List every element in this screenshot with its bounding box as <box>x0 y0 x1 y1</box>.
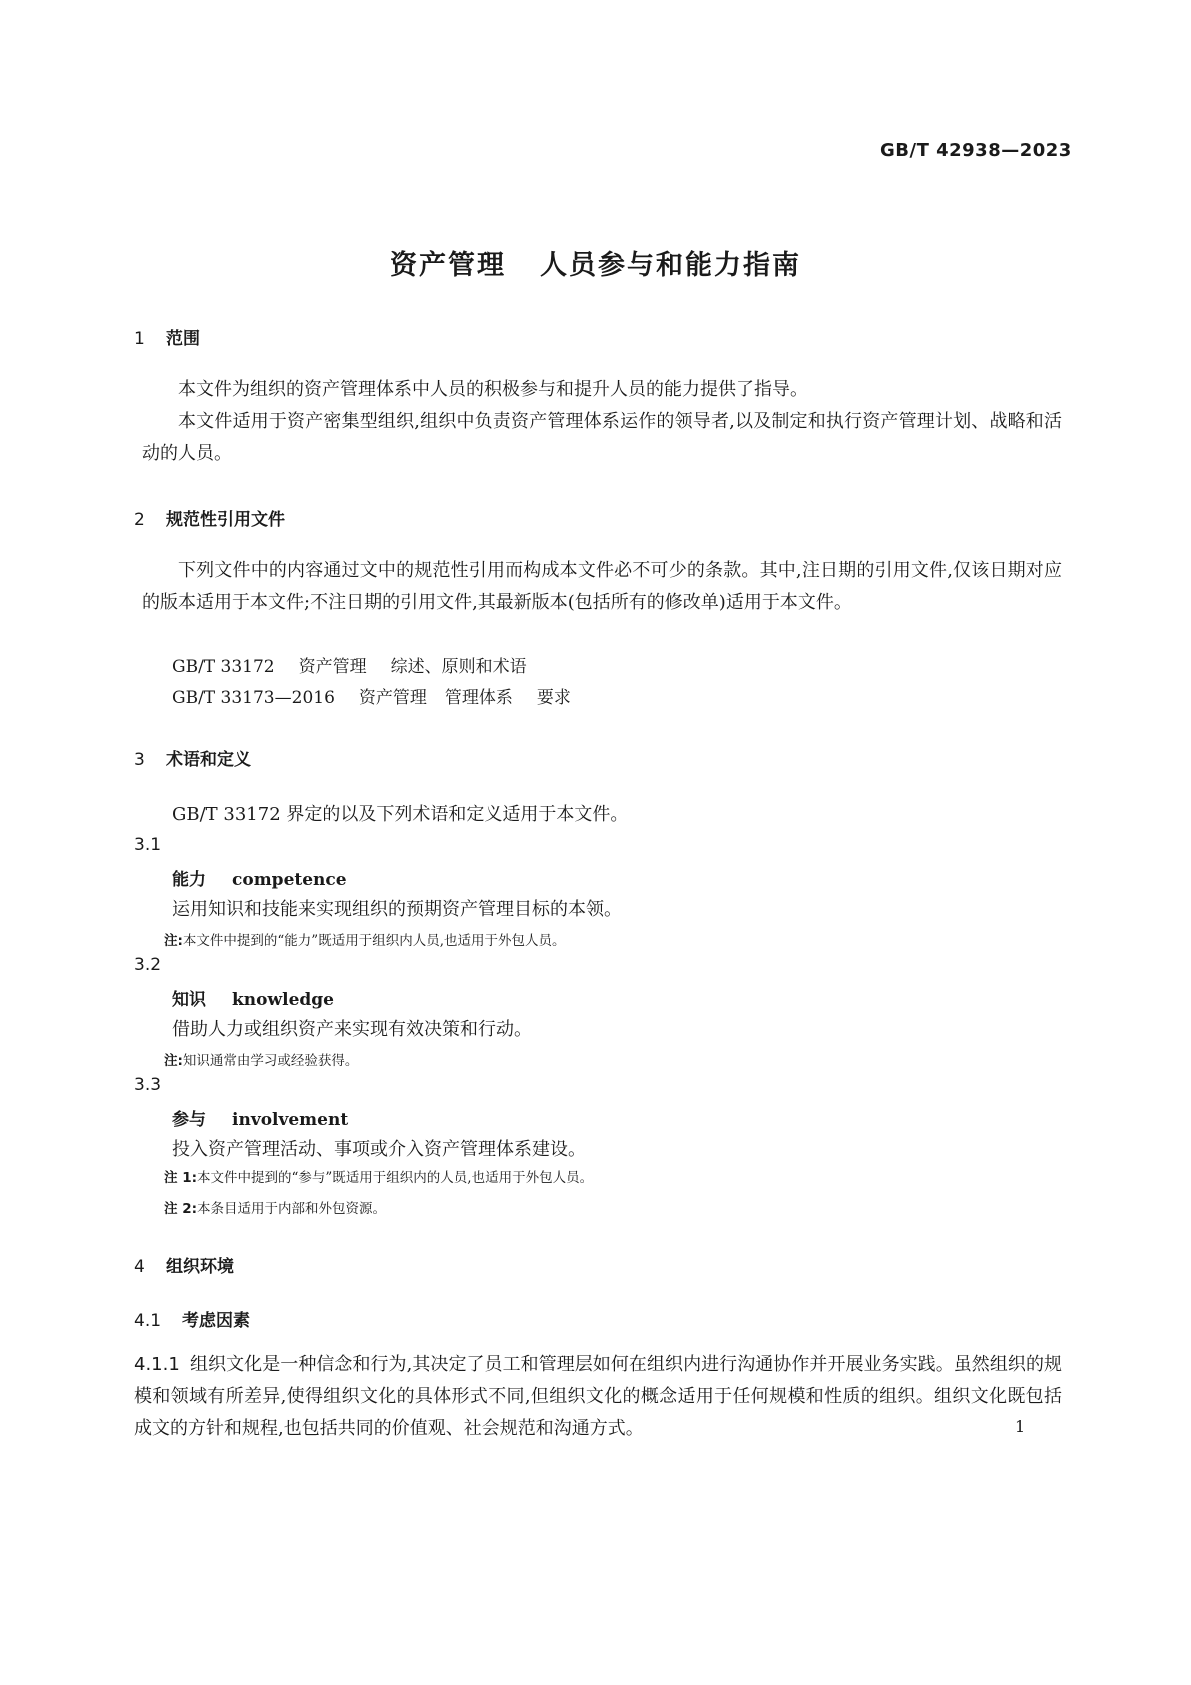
section-title: 范围 <box>166 329 200 349</box>
term-note <box>164 929 566 949</box>
section-number: 4.1 <box>134 1311 162 1331</box>
section-title: 组织环境 <box>166 1257 234 1277</box>
reference-title-1: 资产管理 <box>358 688 427 708</box>
term-number: 3.3 <box>134 1075 162 1095</box>
section-number: 3 <box>134 750 145 770</box>
reference-title-3: 要求 <box>536 688 571 708</box>
reference-1 <box>172 652 527 677</box>
scope-text <box>142 374 1062 470</box>
paragraph-4-1-1 <box>134 1349 1062 1445</box>
scope-paragraph-2: 本文件适用于资产密集型组织,组织中负责资产管理体系运作的领导者,以及制定和执行资产管理计划、战略和活动的人员。 <box>142 411 1062 464</box>
title-part-1: 资产管理 <box>390 250 506 281</box>
term-number: 3.2 <box>134 955 162 975</box>
reference-code: GB/T 33172 <box>172 657 275 677</box>
note-text: 知识通常由学习或经验获得。 <box>182 1053 359 1069</box>
section-number: 1 <box>134 329 145 349</box>
term-en: knowledge <box>232 990 334 1010</box>
note-text: 本文件中提到的“参与”既适用于组织内的人员,也适用于外包人员。 <box>197 1170 594 1186</box>
term-heading <box>172 865 347 890</box>
page-number: 1 <box>1015 1417 1026 1436</box>
section-number: 2 <box>134 510 145 530</box>
section-4-1-heading <box>134 1306 250 1331</box>
section-title: 规范性引用文件 <box>166 510 285 530</box>
normative-text <box>142 555 1062 619</box>
paragraph-text: 组织文化是一种信念和行为,其决定了员工和管理层如何在组织内进行沟通协作并开展业务实践。虽然组织的规模和领域有所差异,使得组织文化的具体形式不同,但组织文化的概念适用于任何规模和性质的组织。组织文化既包括成文的方针和规程,也包括共同的价值观、社会规范和沟通方式。 <box>134 1354 1062 1439</box>
section-1-heading <box>134 324 200 349</box>
title-part-2: 人员参与和能力指南 <box>540 250 801 281</box>
term-definition: 运用知识和技能来实现组织的预期资产管理目标的本领。 <box>172 899 622 920</box>
term-zh: 参与 <box>172 1110 206 1130</box>
note-label: 注 2: <box>164 1201 197 1217</box>
paragraph-body <box>134 1349 1062 1445</box>
section-title: 术语和定义 <box>166 750 251 770</box>
page-title <box>0 243 1191 282</box>
term-note <box>164 1197 386 1217</box>
terms-intro: GB/T 33172 界定的以及下列术语和定义适用于本文件。 <box>172 804 629 825</box>
term-en: competence <box>232 870 347 890</box>
section-3-heading <box>134 745 251 770</box>
scope-paragraph-1: 本文件为组织的资产管理体系中人员的积极参与和提升人员的能力提供了指导。 <box>178 379 808 400</box>
term-note <box>164 1166 593 1186</box>
note-text: 本文件中提到的“能力”既适用于组织内人员,也适用于外包人员。 <box>182 933 566 949</box>
term-en: involvement <box>232 1110 349 1130</box>
reference-title-1: 资产管理 <box>298 657 367 677</box>
term-zh: 能力 <box>172 870 206 890</box>
section-title: 考虑因素 <box>182 1311 250 1331</box>
section-4-heading <box>134 1252 234 1277</box>
reference-title-2: 综述、原则和术语 <box>390 657 527 677</box>
note-text: 本条目适用于内部和外包资源。 <box>197 1201 386 1217</box>
term-definition: 借助人力或组织资产来实现有效决策和行动。 <box>172 1019 532 1040</box>
term-zh: 知识 <box>172 990 206 1010</box>
note-label: 注: <box>164 1053 183 1069</box>
note-label: 注: <box>164 933 183 949</box>
document-code: GB/T 42938—2023 <box>880 140 1072 161</box>
reference-2 <box>172 683 571 708</box>
normative-intro: 下列文件中的内容通过文中的规范性引用而构成本文件必不可少的条款。其中,注日期的引用文件,仅该日期对应的版本适用于本文件;不注日期的引用文件,其最新版本(包括所有的修改单)适用于本文件。 <box>142 560 1062 613</box>
paragraph-number: 4.1.1 <box>134 1354 180 1375</box>
reference-code: GB/T 33173—2016 <box>172 688 335 708</box>
reference-title-2: 管理体系 <box>444 688 513 708</box>
note-label: 注 1: <box>164 1170 197 1186</box>
term-note <box>164 1049 358 1069</box>
term-definition: 投入资产管理活动、事项或介入资产管理体系建设。 <box>172 1139 586 1160</box>
term-heading <box>172 1105 348 1130</box>
section-2-heading <box>134 505 285 530</box>
section-number: 4 <box>134 1257 145 1277</box>
term-heading <box>172 985 334 1010</box>
term-number: 3.1 <box>134 835 162 855</box>
